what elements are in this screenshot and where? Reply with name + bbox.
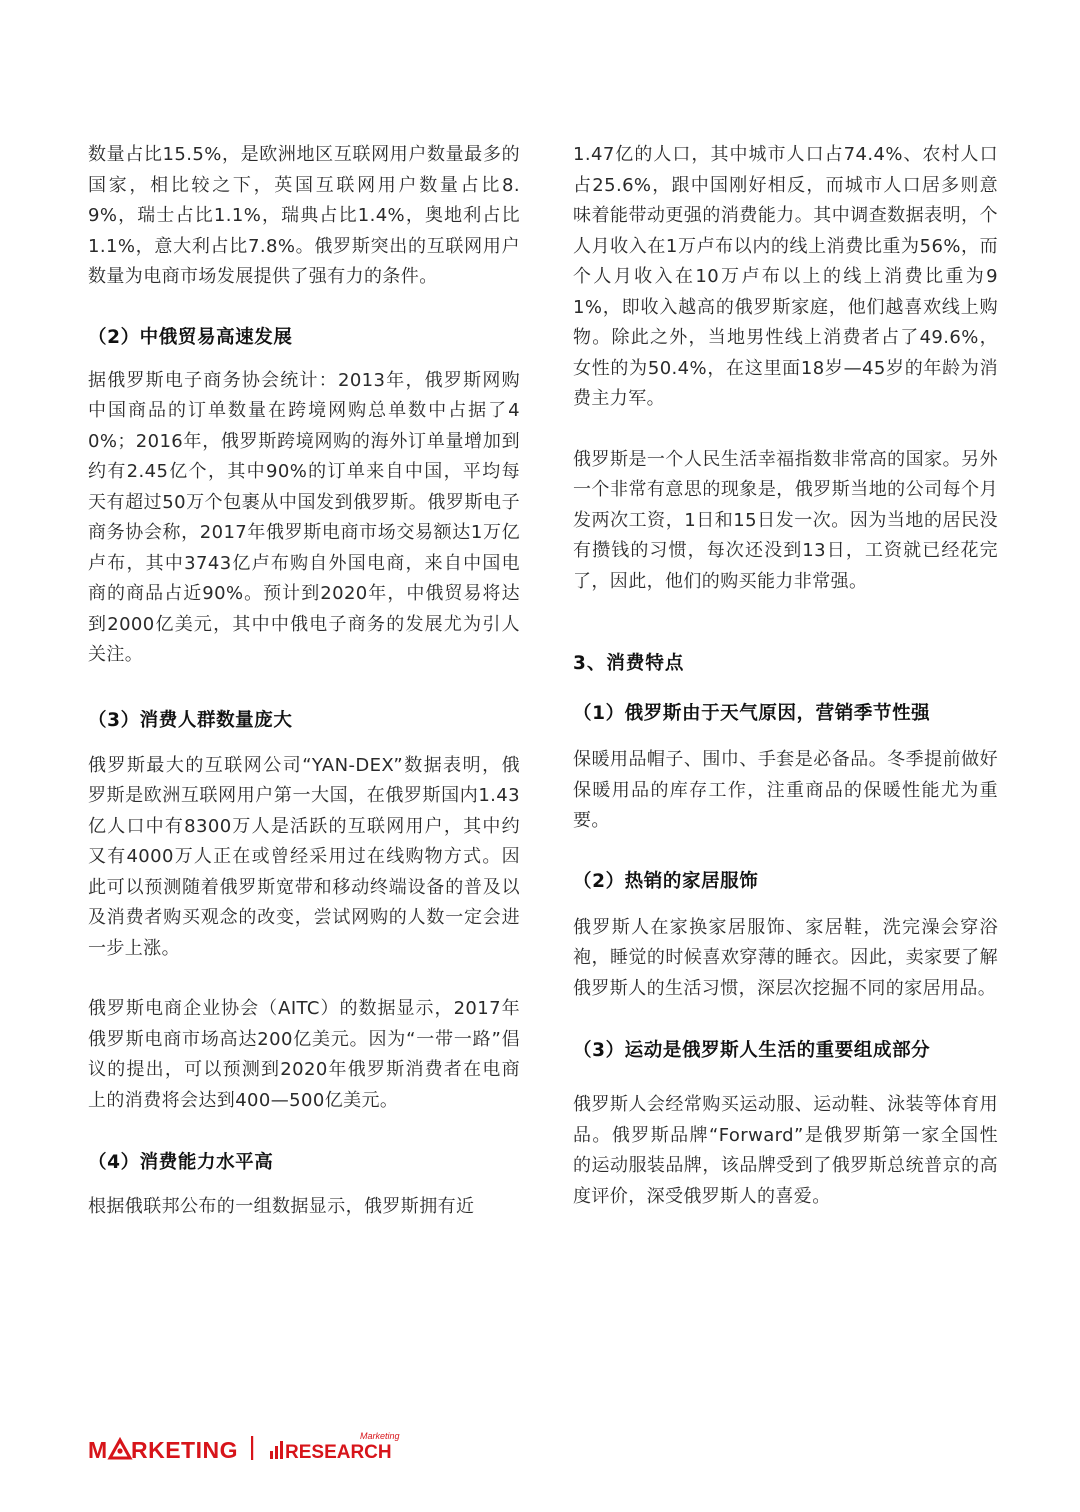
heading-seasonality: （1）俄罗斯由于天气原因，营销季节性强 [573, 703, 931, 724]
heading-trade-growth: （2）中俄贸易高速发展 [88, 326, 293, 348]
paragraph-purchasing-power-start: 根据俄联邦公布的一组数据显示，俄罗斯拥有近 [88, 1196, 475, 1217]
logo-marketing-m: M [88, 1437, 108, 1463]
logo-a-mark [110, 1440, 130, 1458]
section-heading-consumption-features: 3、消费特点 [573, 653, 685, 674]
paragraph-trade-growth: 据俄罗斯电子商务协会统计：2013年，俄罗斯网购中国商品的订单数量在跨境网购总单数中占据了40%；2016年，俄罗斯跨境网购的海外订单量增加到约有2.45亿个，其中90%的订单来自中国，平均每天有超过50万个包裹从中国发到俄罗斯。俄罗斯电子商务协会称，2017年俄罗斯电商市场交易额达1万亿卢布，其中3743亿卢布购自外国电商，来自中国电商的商品占近90%。预计到2020年，中俄贸易将达到2000亿美元，其中中俄电子商务的发展尤为引人关注。 [88, 369, 520, 665]
logo-bars-icon [270, 1441, 283, 1459]
paragraph-sports: 俄罗斯人会经常购买运动服、运动鞋、泳装等体育用品。俄罗斯品牌“Forward”是俄罗斯第一家全国性的运动服装品牌，该品牌受到了俄罗斯总统普京的高度评价，深受俄罗斯人的喜爱。 [573, 1094, 998, 1207]
heading-consumer-base: （3）消费人群数量庞大 [88, 709, 293, 731]
left-column [88, 140, 520, 1223]
logo-research-text: RESEARCH [285, 1442, 392, 1463]
paragraph-seasonality: 保暖用品帽子、围巾、手套是必备品。冬季提前做好保暖用品的库存工作，注重商品的保暖性能尤为重要。 [573, 749, 998, 831]
paragraph-consumer-base: 俄罗斯最大的互联网公司“YAN-DEX”数据表明，俄罗斯是欧洲互联网用户第一大国，在俄罗斯国内1.43亿人口中有8300万人是活跃的互联网用户，其中约又有4000万人正在或曾经采用过在线购物方式。因此可以预测随着俄罗斯宽带和移动终端设备的普及以及消费者购买观念的改变，尝试网购的人数一定会进一步上涨。 [88, 754, 520, 959]
heading-purchasing-power: （4）消费能力水平高 [88, 1152, 274, 1173]
heading-home-apparel: （2）热销的家居服饰 [573, 870, 759, 892]
brand-logo-icon [88, 1426, 418, 1466]
logo-marketing-small: Marketing [360, 1431, 400, 1441]
paragraph-aitc-data: 俄罗斯电商企业协会（AITC）的数据显示，2017年俄罗斯电商市场高达200亿美元。因为“一带一路”倡议的提出，可以预测到2020年俄罗斯消费者在电商上的消费将会达到400—500亿美元。 [88, 998, 520, 1111]
logo-marketing-rest: RKETING [131, 1437, 238, 1463]
heading-sports: （3）运动是俄罗斯人生活的重要组成部分 [573, 1040, 931, 1061]
paragraph-population: 1.47亿的人口，其中城市人口占74.4%、农村人口占25.6%，跟中国刚好相反，而城市人口居多则意味着能带动更强的消费能力。其中调查数据表明，个人月收入在1万卢布以内的线上消费比重为56%，而个人月收入在10万卢布以上的线上消费比重为91%，即收入越高的俄罗斯家庭，他们越喜欢线上购物。除此之外，当地男性线上消费者占了49.6%，女性的为50.4%，在这里面18岁—45岁的年龄为消费主力军。 [573, 144, 998, 409]
paragraph-wages: 俄罗斯是一个人民生活幸福指数非常高的国家。另外一个非常有意思的现象是，俄罗斯当地的公司每个月发两次工资，1日和15日发一次。因为当地的居民没有攒钱的习惯，每次还没到13日，工资就已经花完了，因此，他们的购买能力非常强。 [573, 448, 998, 592]
paragraph-home-apparel: 俄罗斯人在家换家居服饰、家居鞋，洗完澡会穿浴袍，睡觉的时候喜欢穿薄的睡衣。因此，卖家要了解俄罗斯人的生活习惯，深层次挖掘不同的家居用品。 [573, 916, 998, 999]
logo-divider [251, 1436, 253, 1460]
paragraph-internet-users: 数量占比15.5%，是欧洲地区互联网用户数量最多的国家，相比较之下，英国互联网用户数量占比8.9%，瑞士占比1.1%，瑞典占比1.4%，奥地利占比1.1%，意大利占比7.8%。俄罗斯突出的互联网用户数量为电商市场发展提供了强有力的条件。 [88, 144, 520, 287]
right-column [573, 140, 998, 1212]
footer-brand-logo [88, 1426, 418, 1466]
